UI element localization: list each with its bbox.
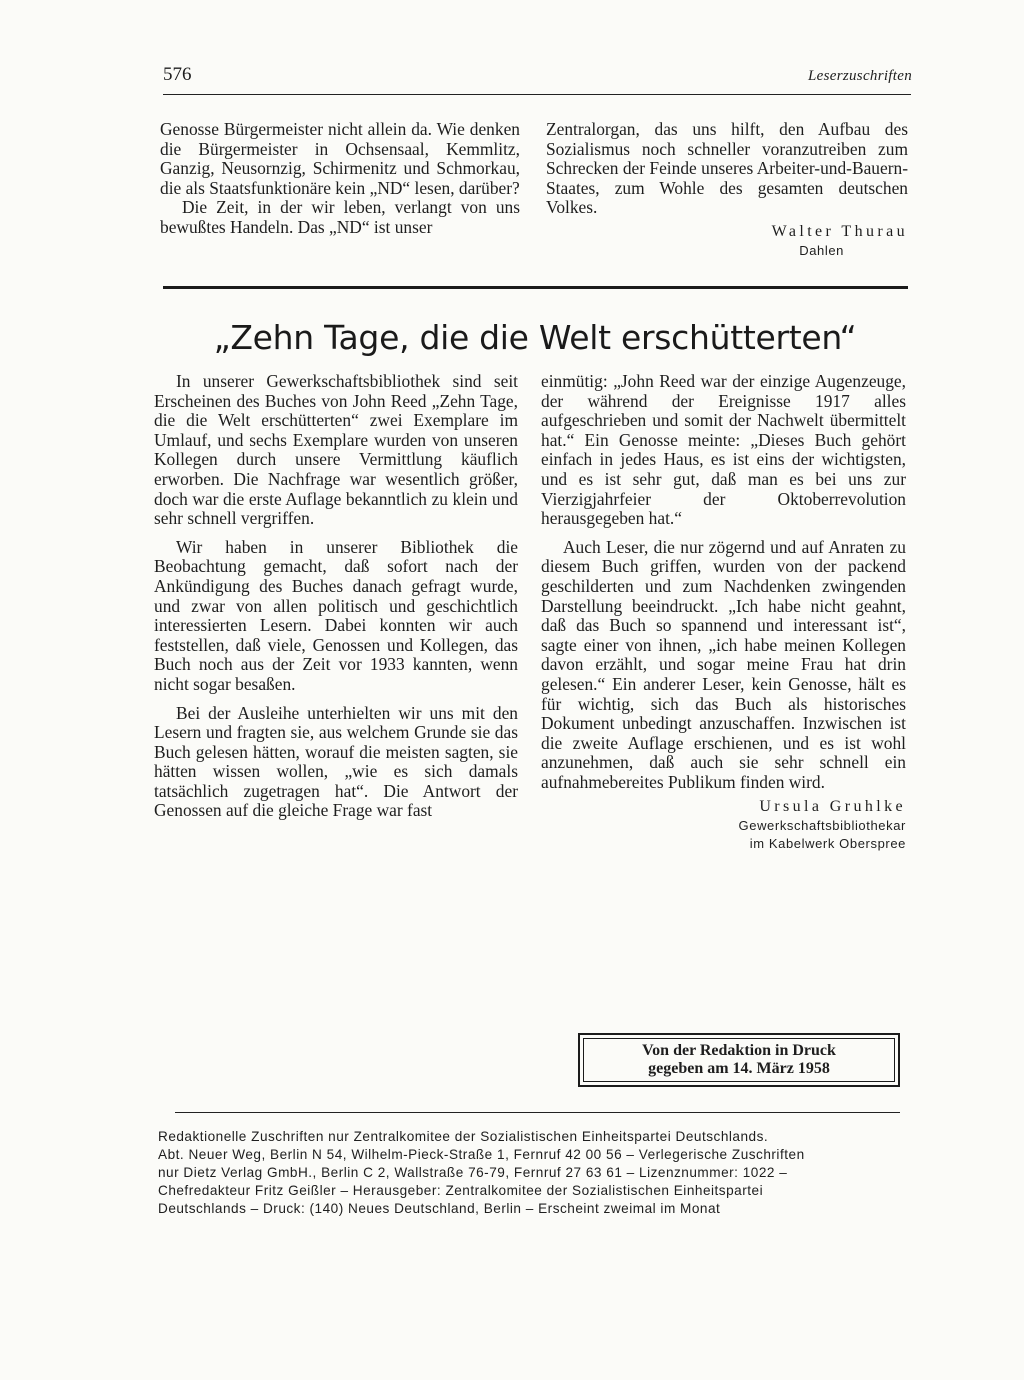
press-notice-line: gegeben am 14. März 1958	[648, 1060, 830, 1077]
page-number: 576	[163, 64, 192, 85]
imprint-line: Deutschlands – Druck: (140) Neues Deutschland, Berlin – Erscheint zweimal im Monat	[158, 1201, 721, 1216]
article-paragraph: einmütig: „John Reed war der einzige Augenzeuge, der während der Ereignisse 1917 alles aufgeschrieben und somit der Nachwelt übermittelt hat.“ Ein Genosse meinte: „Dieses Buch gehört einfach in jedes Haus, es ist eins der wichtigsten, und es ist sehr gut, daß man es bei uns zur Vierzigjahrfeier der Oktoberrevolution herausgegeben hat.“	[541, 371, 906, 529]
article-paragraph: Wir haben in unserer Bibliothek die Beobachtung gemacht, daß sofort nach der Ankündigung des Buches danach gefragt wurde, und zwar von allen politisch und geschichtlich interessierten Lesern. Dabei konnten wir auch feststellen, daß viele, Genossen und Kollegen, das Buch noch aus der Zeit vor 1933 kannten, wenn nicht sogar besaßen.	[154, 536, 518, 694]
imprint-line: Chefredakteur Fritz Geißler – Herausgeber: Zentralkomitee der Sozialistischen Einheitspartei	[158, 1183, 764, 1198]
letter-paragraph: Zentralorgan, das uns hilft, den Aufbau des Sozialismus noch schneller voranzutreiben zum Schrecken der Feinde unseres Arbeiter-und-Bauern-Staates, zum Wohle des gesamten deutschen Volkes.	[546, 119, 908, 218]
imprint-line: Abt. Neuer Weg, Berlin N 54, Wilhelm-Pieck-Straße 1, Fernruf 42 00 56 – Verlegerische Zuschriften	[158, 1147, 805, 1162]
article-left-column	[154, 372, 518, 821]
press-notice-box	[578, 1033, 900, 1087]
article-paragraph: Auch Leser, die nur zögernd und auf Anraten zu diesem Buch griffen, wurden von der packend geschilderten und zum Nachdenken zwingenden Darstellung beeindruckt. „Ich habe nicht geahnt, daß das Buch so spannend und interessant ist“, sagte einer von ihnen, „ich habe meinen Kollegen davon erzählt, und sogar meine Frau hat drin gelesen.“ Ein anderer Leser, kein Genosse, hält es für wichtig, sich das Buch als historisches Dokument unbedingt anzuschaffen. Inzwischen ist die zweite Auflage erschienen, und es ist wohl anzunehmen, daß auch sie sehr schnell ein aufnahmebereites Publikum finden wird.	[541, 536, 906, 792]
imprint	[158, 1128, 906, 1218]
header-rule	[163, 94, 911, 95]
letter-paragraph: Die Zeit, in der wir leben, verlangt von uns bewußtes Handeln. Das „ND“ ist unser	[160, 197, 520, 237]
imprint-rule	[175, 1112, 900, 1113]
letter-right-column	[546, 120, 908, 260]
press-notice-line: Von der Redaktion in Druck	[642, 1042, 836, 1059]
letter-signature-place: Dahlen	[799, 242, 844, 258]
imprint-line: nur Dietz Verlag GmbH., Berlin C 2, Wallstraße 76-79, Fernruf 27 63 61 – Lizenznummer: 1022 –	[158, 1165, 788, 1180]
imprint-line: Redaktionelle Zuschriften nur Zentralkomitee der Sozialistischen Einheitspartei Deutschlands.	[158, 1129, 769, 1144]
section-label: Leserzuschriften	[808, 68, 912, 84]
article-signature-name: Ursula Gruhlke	[759, 798, 906, 816]
article-paragraph: In unserer Gewerkschaftsbibliothek sind seit Erscheinen des Buches von John Reed „Zehn Tage, die die Welt erschütterten“ zwei Exemplare im Umlauf, und sechs Exemplare wurden von unseren Kollegen durch unsere Vermittlung käuflich erworben. Die Nachfrage war wesentlich größer, doch war die erste Auflage bekanntlich zu klein und sehr schnell vergriffen.	[154, 371, 518, 529]
letter-left-column	[160, 120, 520, 238]
article-right-column	[541, 372, 906, 853]
letter-signature-name: Walter Thurau	[771, 222, 908, 240]
article-paragraph: Bei der Ausleihe unterhielten wir uns mit den Lesern und fragten sie, aus welchem Grunde sie das Buch gelesen hätten, worauf die meisten sagten, sie hätten wissen wollen, „wie es sich damals tatsächlich zugetragen hat“. Die Antwort der Genossen auf die gleiche Frage war fast	[154, 702, 518, 821]
article-title: „Zehn Tage, die die Welt erschütterten“	[213, 318, 857, 357]
section-divider	[163, 286, 908, 289]
letter-paragraph: Genosse Bürgermeister nicht allein da. Wie denken die Bürgermeister in Ochsensaal, Kemmlitz, Ganzig, Neusornzig, Schirmenitz und Schmorkau, die als Staatsfunktionäre kein „ND“ lesen, darüber?	[160, 119, 520, 198]
article-signature-role: Gewerkschaftsbibliothekar	[738, 818, 906, 834]
article-signature-place: im Kabelwerk Oberspree	[749, 836, 906, 852]
